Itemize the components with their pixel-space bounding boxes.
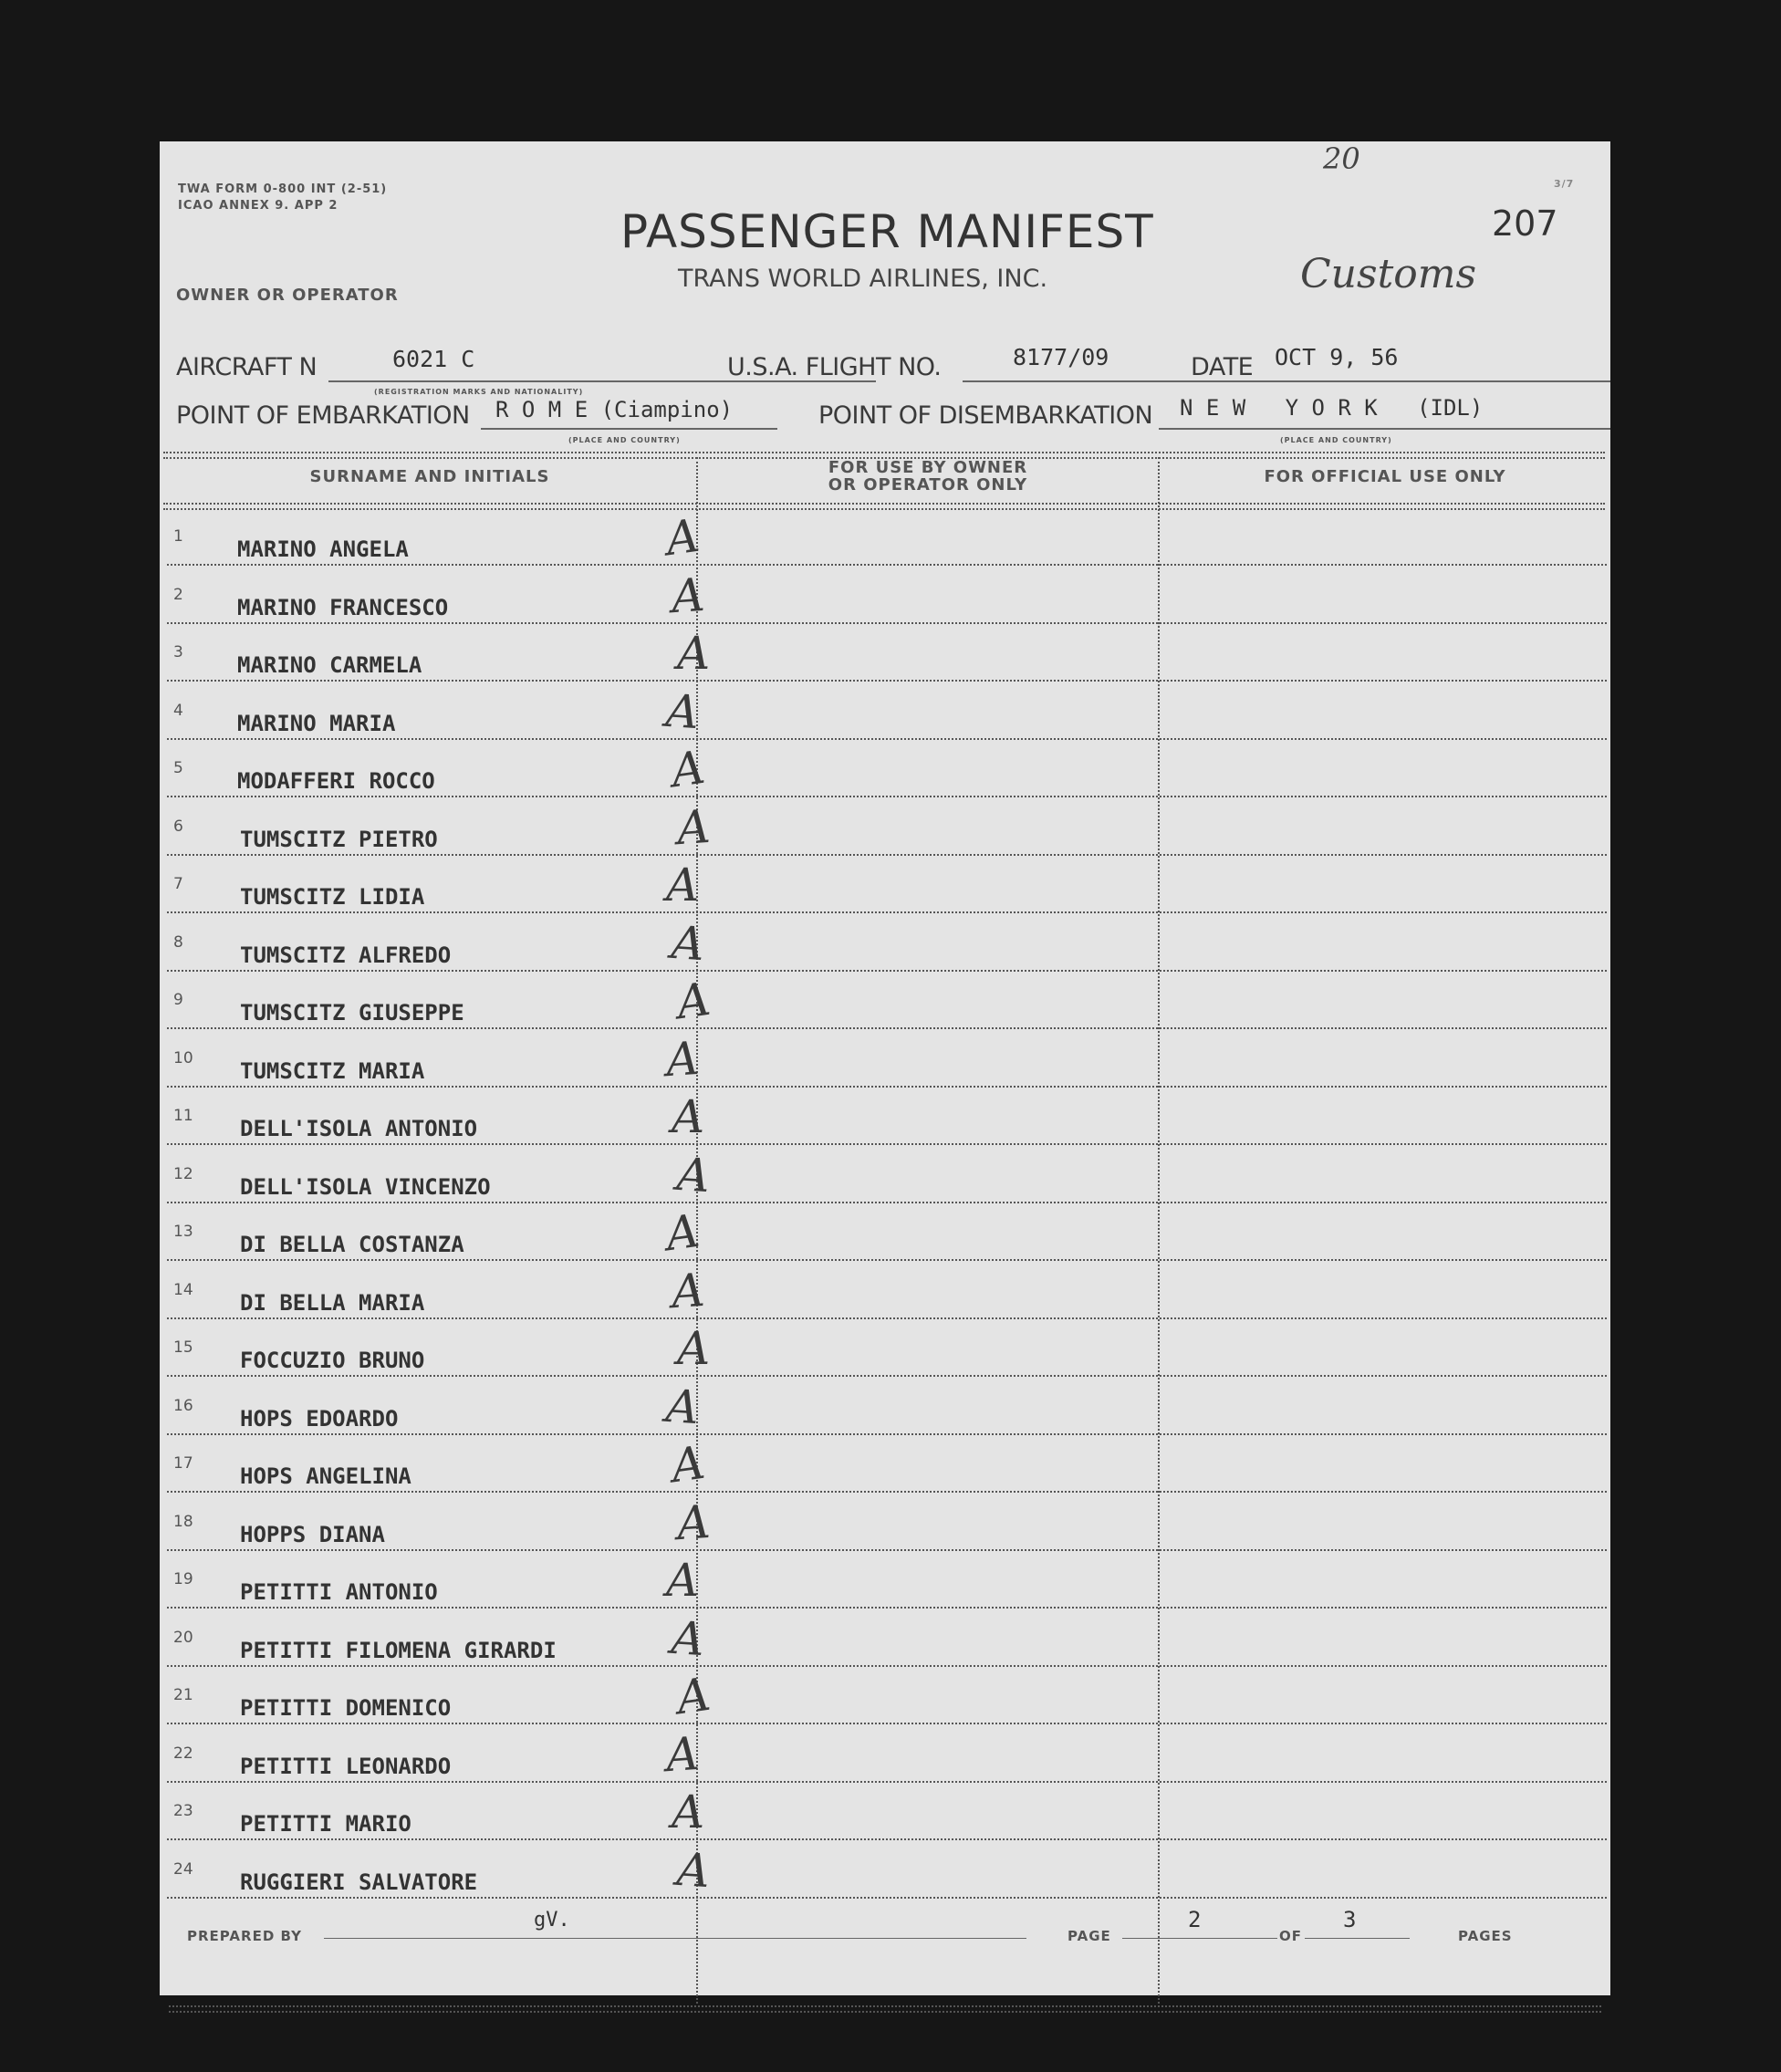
row-number: 7 — [173, 875, 183, 893]
passenger-name: FOCCUZIO BRUNO — [240, 1348, 425, 1373]
passenger-name: PETITTI LEONARDO — [240, 1753, 452, 1779]
header-bottom-border-2 — [163, 508, 1605, 510]
row-divider — [167, 970, 1607, 972]
row-divider — [167, 622, 1607, 624]
pages-label: PAGES — [1458, 1928, 1513, 1944]
passenger-name: MARINO FRANCESCO — [237, 594, 449, 620]
handwritten-mark: A — [664, 1031, 702, 1087]
registration-note: (REGISTRATION MARKS AND NATIONALITY) — [374, 388, 584, 396]
handwritten-mark: A — [677, 627, 711, 680]
handwritten-mark: A — [668, 1435, 708, 1494]
table-bottom-border-2 — [169, 2011, 1601, 2013]
row-divider — [167, 564, 1607, 566]
prepared-by-underline — [324, 1938, 1026, 1939]
handwritten-mark: A — [670, 915, 707, 971]
row-number: 19 — [173, 1570, 193, 1588]
passenger-name: TUMSCITZ PIETRO — [240, 826, 438, 852]
page-label: PAGE — [1068, 1928, 1111, 1944]
table-bottom-border — [169, 2005, 1601, 2007]
embarkation-label: POINT OF EMBARKATION — [176, 401, 470, 430]
row-divider — [167, 854, 1607, 856]
prepared-by-value: gV. — [534, 1909, 570, 1931]
handwritten-mark: A — [672, 1090, 705, 1143]
disembarkation-value: N E W Y O R K (IDL) — [1180, 395, 1484, 421]
form-code-line1: TWA FORM 0-800 INT (2-51) — [178, 182, 388, 196]
row-number: 6 — [173, 817, 183, 836]
page-number-stamp: 207 — [1492, 203, 1558, 244]
flight-label: U.S.A. FLIGHT NO. — [727, 353, 942, 381]
handwritten-mark: A — [668, 740, 708, 798]
row-divider — [167, 1317, 1607, 1319]
disembarkation-note: (PLACE AND COUNTRY) — [1280, 436, 1392, 444]
row-divider — [167, 796, 1607, 797]
passenger-name: TUMSCITZ ALFREDO — [240, 942, 452, 968]
handwritten-mark: A — [675, 1147, 713, 1203]
disembarkation-underline — [1159, 428, 1610, 430]
row-number: 17 — [173, 1454, 193, 1473]
embarkation-value: R O M E (Ciampino) — [495, 397, 734, 422]
handwritten-mark: A — [675, 1494, 713, 1550]
handwritten-mark: A — [670, 1610, 707, 1666]
passenger-name: TUMSCITZ GIUSEPPE — [240, 1000, 464, 1026]
passenger-name: HOPS EDOARDO — [240, 1405, 399, 1432]
passenger-name: MARINO CARMELA — [237, 652, 422, 678]
handwritten-mark: A — [673, 972, 713, 1030]
corner-mark: 3/7 — [1554, 178, 1575, 190]
of-label: OF — [1279, 1928, 1302, 1944]
passenger-name: DI BELLA COSTANZA — [240, 1232, 464, 1257]
embarkation-note: (PLACE AND COUNTRY) — [568, 436, 681, 444]
passenger-name: PETITTI FILOMENA GIRARDI — [240, 1637, 557, 1663]
handwritten-mark: A — [675, 799, 713, 855]
row-number: 13 — [173, 1223, 193, 1241]
handwritten-mark: A — [662, 508, 703, 567]
aircraft-label: AIRCRAFT N — [176, 353, 318, 381]
page-title: PASSENGER MANIFEST — [620, 205, 1154, 258]
handwritten-mark: A — [662, 1203, 703, 1262]
header-bottom-border — [163, 503, 1605, 505]
row-number: 5 — [173, 759, 183, 777]
of-underline — [1305, 1938, 1410, 1939]
passenger-name: HOPS ANGELINA — [240, 1463, 411, 1489]
date-value: OCT 9, 56 — [1275, 344, 1399, 370]
handwritten-mark: A — [670, 1263, 707, 1318]
of-value: 3 — [1343, 1907, 1357, 1932]
row-number: 8 — [173, 932, 183, 952]
column-header-owner-use-line2: OR OPERATOR ONLY — [828, 475, 1028, 495]
row-divider — [167, 1143, 1607, 1145]
row-number: 24 — [173, 1859, 193, 1879]
handwritten-mark: A — [664, 683, 702, 739]
passenger-name: RUGGIERI SALVATORE — [240, 1869, 478, 1895]
page-underline — [1122, 1938, 1277, 1939]
aircraft-value: 6021 C — [392, 346, 475, 372]
passenger-name: DELL'ISOLA ANTONIO — [240, 1116, 478, 1141]
row-number: 20 — [173, 1628, 193, 1647]
date-underline — [1264, 380, 1610, 382]
row-number: 16 — [173, 1396, 193, 1415]
row-divider — [167, 1781, 1607, 1783]
row-divider — [167, 1433, 1607, 1435]
handwritten-mark: A — [677, 1322, 711, 1375]
handwritten-mark: A — [673, 1667, 713, 1725]
row-divider — [167, 1549, 1607, 1551]
column-header-owner-use-line1: FOR USE BY OWNER — [828, 458, 1028, 477]
handwritten-mark: A — [664, 1379, 702, 1434]
column-header-official-use: FOR OFFICIAL USE ONLY — [1264, 467, 1506, 486]
passenger-name: TUMSCITZ LIDIA — [240, 884, 425, 910]
owner-operator-label: OWNER OR OPERATOR — [176, 286, 399, 305]
passenger-name: TUMSCITZ MARIA — [240, 1057, 425, 1084]
row-divider — [167, 1723, 1607, 1724]
disembarkation-label: POINT OF DISEMBARKATION — [818, 401, 1153, 430]
manifest-sheet — [160, 141, 1610, 1995]
row-divider — [167, 1491, 1607, 1493]
row-divider — [167, 911, 1607, 913]
row-number: 3 — [173, 643, 183, 661]
row-divider — [167, 680, 1607, 682]
passenger-name: DI BELLA MARIA — [240, 1289, 425, 1316]
passenger-name: MARINO ANGELA — [237, 536, 409, 562]
row-number: 2 — [173, 585, 183, 604]
row-number: 10 — [173, 1048, 193, 1067]
flight-value: 8177/09 — [1013, 344, 1109, 370]
handwritten-mark: A — [670, 567, 707, 623]
row-divider — [167, 1665, 1607, 1667]
row-divider — [167, 1202, 1607, 1203]
row-number: 9 — [173, 991, 183, 1009]
passenger-name: HOPPS DIANA — [240, 1521, 385, 1547]
handwritten-mark: A — [666, 859, 700, 911]
row-number: 22 — [173, 1744, 193, 1763]
handwritten-mark: A — [672, 1786, 705, 1838]
prepared-by-label: PREPARED BY — [187, 1928, 302, 1944]
passenger-name: MARINO MARIA — [237, 710, 396, 736]
passenger-name: PETITTI MARIO — [240, 1811, 411, 1837]
row-number: 12 — [173, 1164, 193, 1183]
form-code-line2: ICAO ANNEX 9. APP 2 — [178, 199, 338, 213]
passenger-name: PETITTI DOMENICO — [240, 1695, 452, 1721]
table-top-border — [163, 452, 1605, 453]
handwritten-top-number: 20 — [1323, 141, 1360, 176]
row-divider — [167, 1027, 1607, 1029]
embarkation-underline — [481, 428, 777, 430]
row-number: 1 — [173, 527, 183, 546]
row-divider — [167, 1607, 1607, 1609]
row-number: 21 — [173, 1686, 193, 1704]
page-value: 2 — [1188, 1907, 1202, 1932]
row-divider — [167, 1897, 1607, 1899]
row-number: 15 — [173, 1338, 193, 1357]
row-divider — [167, 1086, 1607, 1088]
row-divider — [167, 1259, 1607, 1261]
handwritten-mark: A — [666, 1554, 700, 1607]
row-divider — [167, 738, 1607, 740]
column-header-surname: SURNAME AND INITIALS — [309, 467, 550, 486]
row-divider — [167, 1838, 1607, 1840]
date-label: DATE — [1191, 353, 1254, 381]
passenger-name: DELL'ISOLA VINCENZO — [240, 1173, 491, 1200]
row-number: 4 — [173, 701, 183, 720]
column-divider-2 — [1158, 457, 1160, 2004]
passenger-name: PETITTI ANTONIO — [240, 1579, 438, 1605]
row-number: 18 — [173, 1512, 193, 1531]
passenger-name: MODAFFERI ROCCO — [237, 768, 435, 794]
row-number: 14 — [173, 1280, 193, 1299]
airline-name: TRANS WORLD AIRLINES, INC. — [678, 265, 1048, 293]
row-divider — [167, 1375, 1607, 1377]
row-number: 23 — [173, 1802, 193, 1820]
handwritten-mark: A — [675, 1842, 713, 1898]
handwritten-customs: Customs — [1300, 251, 1477, 297]
row-number: 11 — [173, 1107, 193, 1125]
handwritten-mark: A — [664, 1726, 702, 1782]
